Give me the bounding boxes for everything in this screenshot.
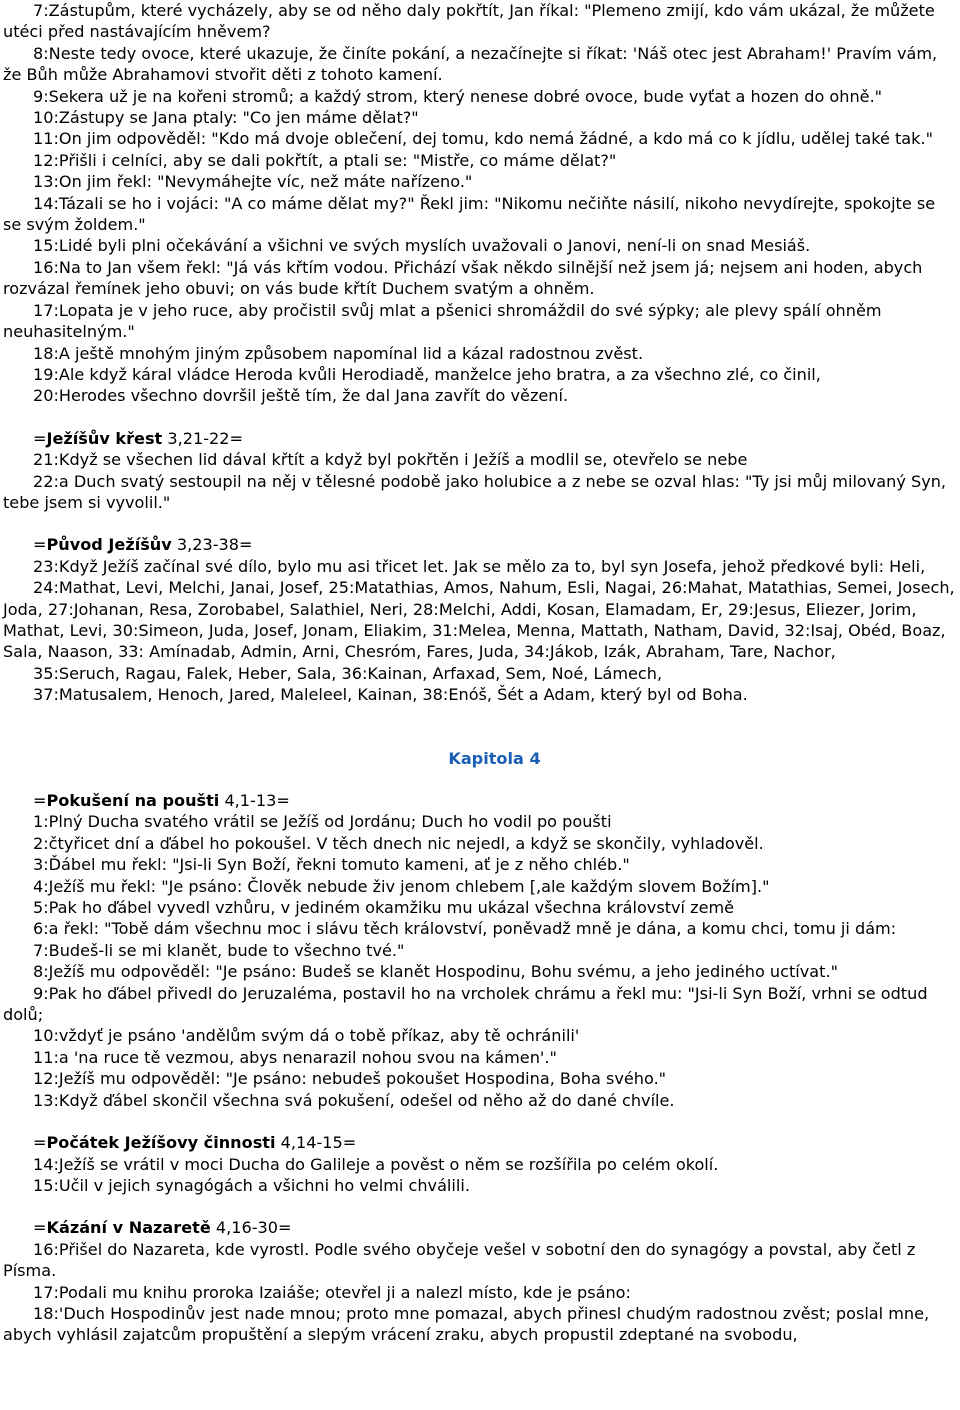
verse: 18:'Duch Hospodinův jest nade mnou; proto mne pomazal, abych přinesl chudým radostnou zvěst; poslal mne, abych vyhlásil zajatcům propuštění a slepým vrácení zraku, abych propustil zdeptané na svobodu, [3, 1303, 930, 1345]
heading-prefix: = [33, 535, 47, 555]
verse-block-genealogy [3, 556, 958, 706]
verse: 9:Sekera už je na kořeni stromů; a každý strom, který nenese dobré ovoce, bude vyťat a hozen do ohně." [33, 86, 883, 106]
verse: 14:Tázali se ho i vojáci: "A co máme dělat my?" Řekl jim: "Nikomu nečiňte násilí, nikoho nevydírejte, spokojte se se svým žoldem." [3, 193, 936, 235]
verse: 10:Zástupy se Jana ptaly: "Co jen máme dělat?" [33, 108, 419, 128]
verse-block-john-preaching [3, 0, 958, 407]
verse: 17:Podali mu knihu proroka Izaiáše; otevřel ji a nalezl místo, kde je psáno: [33, 1282, 631, 1302]
verse: 12:Přišli i celníci, aby se dali pokřtít, a ptali se: "Mistře, co máme dělat?" [33, 150, 617, 170]
verse: 7:Zástupům, které vycházely, aby se od něho daly pokřtít, Jan říkal: "Plemeno zmijí, kdo vám ukázal, že můžete utéci před nastávajícím hněvem? [3, 1, 935, 42]
heading-title: Počátek Ježíšovy činnosti [46, 1133, 276, 1153]
verse: 23:Když Ježíš začínal své dílo, bylo mu asi třicet let. Jak se mělo za to, byl syn Josefa, jehož předkové byli: Heli, [33, 556, 926, 576]
heading-prefix: = [33, 428, 47, 448]
chapter-heading: Kapitola 4 [448, 748, 541, 768]
spacer [3, 1111, 958, 1132]
heading-title: Původ Ježíšův [46, 535, 172, 555]
verse: 18:A ještě mnohým jiným způsobem napomínal lid a kázal radostnou zvěst. [33, 343, 644, 363]
verse: 1:Plný Ducha svatého vrátil se Ježíš od Jordánu; Duch ho vodil po poušti [33, 812, 612, 832]
verse: 9:Pak ho ďábel přivedl do Jeruzaléma, postavil ho na vrcholek chrámu a řekl mu: "Jsi-li Syn Boží, vrhni se odtud dolů; [3, 983, 928, 1025]
heading-title: Pokušení na poušti [46, 791, 220, 810]
heading-reference: 4,16-30= [210, 1218, 292, 1238]
verse-block-nazareth [3, 1239, 958, 1346]
verse: 4:Ježíš mu řekl: "Je psáno: Člověk nebude živ jenom chlebem [,ale každým slovem Božím]." [33, 876, 770, 896]
verse: 8:Ježíš mu odpověděl: "Je psáno: Budeš se klanět Hospodinu, Bohu svému, a jeho jediného uctívat." [33, 962, 838, 982]
verse: 7:Budeš-li se mi klanět, bude to všechno tvé." [33, 940, 405, 960]
verse: 19:Ale když káral vládce Heroda kvůli Herodiadě, manželce jeho bratra, a za všechno zlé, co činil, [33, 364, 821, 384]
section-heading-pokuseni [3, 790, 958, 811]
verse: 13:On jim řekl: "Nevymáhejte víc, než máte nařízeno." [33, 172, 473, 192]
verse: 14:Ježíš se vrátil v moci Ducha do Galileje a pověst o něm se rozšířila po celém okolí. [33, 1154, 719, 1174]
verse: 11:On jim odpověděl: "Kdo má dvoje oblečení, dej tomu, kdo nemá žádné, a kdo má co k jídlu, udělej také tak." [33, 129, 933, 149]
verse: 8:Neste tedy ovoce, které ukazuje, že činíte pokání, a nezačínejte si říkat: 'Náš otec jest Abraham!' Pravím vám, že Bůh může Abrahamovi stvořit děti z tohoto kamení. [3, 43, 938, 85]
spacer [3, 769, 958, 790]
verse: 24:Mathat, Levi, Melchi, Janai, Josef, 25:Matathias, Amos, Nahum, Esli, Nagai, 26:Mahat, Matathias, Semei, Josech, Joda, 27:Johanan, Resa, Zorobabel, Salathiel, Neri, 28:Melchi, Addi, Kosan, Elamadam, Er, 29:Jesus, Eliezer, Jorim, Mathat, Levi, 30:Simeon, Juda, Josef, Jonam, Eliakim, 31:Melea, Menna, Mattath, Natham, David, 32:Isaj, Obéd, Boaz, Sala, Naason, 33: Amínadab, Admin, Arni, Chesróm, Fares, Juda, 34:Jákob, Izák, Abraham, Tare, Nachor, [3, 578, 955, 662]
verse: 20:Herodes všechno dovršil ještě tím, že dal Jana zavřít do vězení. [33, 386, 569, 406]
verse: 16:Na to Jan všem řekl: "Já vás křtím vodou. Přichází však někdo silnější než jsem já; nejsem ani hoden, abych rozvázal řemínek jeho obuvi; on vás bude křtít Duchem svatým a ohněm. [3, 257, 923, 299]
verse: 21:Když se všechen lid dával křtít a když byl pokřtěn i Ježíš a modlil se, otevřelo se nebe [33, 450, 748, 470]
verse: 6:a řekl: "Tobě dám všechnu moc i slávu těch království, poněvadž mně je dána, a komu chci, tomu ji dám: [33, 919, 897, 939]
verse: 12:Ježíš mu odpověděl: "Je psáno: nebudeš pokoušet Hospodina, Boha svého." [33, 1069, 667, 1089]
verse: 16:Přišel do Nazareta, kde vyrostl. Podle svého obyčeje vešel v sobotní den do synagógy a povstal, aby četl z Písma. [3, 1239, 916, 1281]
heading-prefix: = [33, 1133, 47, 1153]
verse: 5:Pak ho ďábel vyvedl vzhůru, v jediném okamžiku mu ukázal všechna království země [33, 898, 735, 918]
section-heading-krest [3, 428, 958, 449]
verse: 10:vždyť je psáno 'andělům svým dá o tobě příkaz, aby tě ochránili' [33, 1026, 580, 1046]
verse-block-baptism [3, 449, 958, 513]
verse: 35:Seruch, Ragau, Falek, Heber, Sala, 36:Kainan, Arfaxad, Sem, Noé, Lámech, [33, 663, 663, 683]
section-heading-kazani [3, 1217, 958, 1238]
heading-reference: 3,21-22= [162, 428, 243, 448]
heading-title: Ježíšův křest [46, 428, 163, 448]
verse: 15:Učil v jejich synagógách a všichni ho velmi chválili. [33, 1175, 470, 1195]
spacer [3, 407, 958, 428]
section-heading-puvod [3, 534, 958, 555]
heading-reference: 4,1-13= [219, 791, 290, 810]
verse: 2:čtyřicet dní a ďábel ho pokoušel. V těch dnech nic nejedl, a když se skončily, vyhladověl. [33, 833, 764, 853]
verse: 11:a 'na ruce tě vezmou, abys nenarazil nohou svou na kámen'." [33, 1047, 557, 1067]
spacer [3, 513, 958, 534]
verse: 22:a Duch svatý sestoupil na něj v tělesné podobě jako holubice a z nebe se ozval hlas: "Ty jsi můj milovaný Syn, tebe jsem si vyvolil." [3, 471, 947, 512]
verse: 17:Lopata je v jeho ruce, aby pročistil svůj mlat a pšenici shromáždil do své sýpky; ale plevy spálí ohněm neuhasitelným." [3, 300, 882, 342]
section-heading-pocatek [3, 1132, 958, 1153]
spacer [3, 706, 958, 748]
heading-prefix: = [33, 791, 47, 810]
heading-title: Kázání v Nazaretě [46, 1218, 211, 1238]
heading-reference: 4,14-15= [275, 1133, 357, 1153]
verse-block-ministry-start [3, 1154, 958, 1197]
verse: 37:Matusalem, Henoch, Jared, Maleleel, Kainan, 38:Enóš, Šét a Adam, který byl od Boha. [33, 685, 748, 705]
verse: 3:Ďábel mu řekl: "Jsi-li Syn Boží, řekni tomuto kameni, ať je z něho chléb." [33, 855, 630, 875]
heading-reference: 3,23-38= [171, 535, 253, 555]
heading-prefix: = [33, 1218, 47, 1238]
verse-block-temptation [3, 811, 958, 1111]
verse: 15:Lidé byli plni očekávání a všichni ve svých myslích uvažovali o Janovi, není-li on snad Mesiáš. [33, 236, 811, 256]
verse: 13:Když ďábel skončil všechna svá pokušení, odešel od něho až do dané chvíle. [33, 1090, 675, 1110]
spacer [3, 1196, 958, 1217]
